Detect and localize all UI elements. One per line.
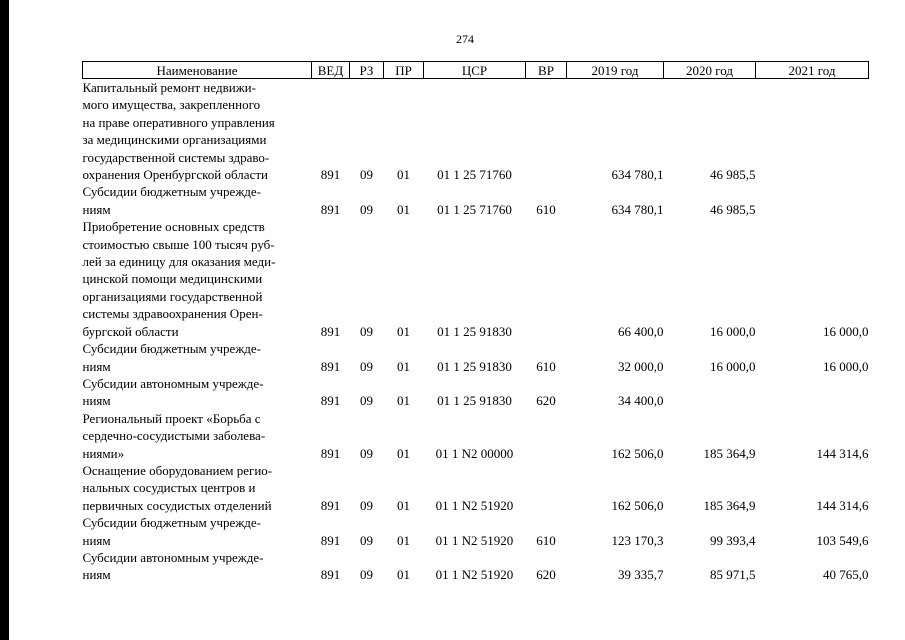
table-header-row (83, 62, 869, 79)
table-row (83, 410, 869, 462)
row-2020: 185 364,9 (703, 497, 756, 513)
row-2021 (756, 183, 869, 218)
row-ved: 891 (320, 358, 341, 374)
row-2021: 40 765,0 (823, 567, 869, 583)
row-vr: 620 (536, 567, 556, 583)
row-rz: 09 (360, 497, 373, 513)
row-2020: 16 000,0 (710, 323, 756, 339)
row-rz: 09 (360, 358, 373, 374)
header-name: Наименование (83, 62, 312, 79)
row-rz: 09 (360, 532, 373, 548)
row-2020: 46 985,5 (710, 201, 756, 217)
row-2020: 185 364,9 (703, 445, 756, 461)
row-vr: 610 (536, 532, 556, 548)
row-ved: 891 (320, 445, 341, 461)
row-2019: 634 780,1 (611, 167, 664, 183)
row-2021: 144 314,6 (816, 497, 869, 513)
header-2020: 2020 год (664, 62, 756, 79)
row-csr: 01 1 25 91830 (437, 393, 512, 409)
row-2020: 85 971,5 (710, 567, 756, 583)
table-row (83, 549, 869, 584)
row-csr: 01 1 25 71760 (437, 167, 512, 183)
row-pr: 01 (397, 393, 410, 409)
row-name: Субсидии бюджетным учрежде- ниям (82, 341, 262, 374)
row-2019: 39 335,7 (618, 567, 664, 583)
row-csr: 01 1 N2 00000 (435, 445, 514, 461)
row-rz: 09 (360, 567, 373, 583)
header-vr: ВР (526, 62, 567, 79)
header-pr: ПР (384, 62, 424, 79)
row-2020: 99 393,4 (710, 532, 756, 548)
row-name: Субсидии бюджетным учрежде- ниям (82, 184, 262, 217)
row-name: Капитальный ремонт недвижи- мого имущества, закрепленного на праве оперативного управления за медицинскими организациями государственной системы здраво- охранения Оренбургской области (82, 80, 275, 183)
row-name: Оснащение оборудованием регио- нальных сосудистых центров и первичных сосудистых отделений (82, 462, 273, 513)
row-pr: 01 (397, 358, 410, 374)
row-ved: 891 (320, 201, 341, 217)
row-ved: 891 (320, 567, 341, 583)
table-row (83, 218, 869, 340)
row-2021: 16 000,0 (823, 323, 869, 339)
row-vr (526, 410, 567, 462)
row-vr: 610 (536, 201, 556, 217)
budget-table (82, 61, 869, 584)
row-2019: 32 000,0 (618, 358, 664, 374)
row-rz: 09 (360, 393, 373, 409)
table-row (83, 514, 869, 549)
row-csr: 01 1 25 91830 (437, 323, 512, 339)
row-ved: 891 (320, 167, 341, 183)
row-pr: 01 (397, 201, 410, 217)
row-2020: 46 985,5 (710, 167, 756, 183)
row-csr: 01 1 25 91830 (437, 358, 512, 374)
header-rz: РЗ (350, 62, 384, 79)
row-csr: 01 1 N2 51920 (435, 497, 514, 513)
row-pr: 01 (397, 567, 410, 583)
row-2020: 16 000,0 (710, 358, 756, 374)
row-pr: 01 (397, 323, 410, 339)
row-rz: 09 (360, 445, 373, 461)
row-csr: 01 1 25 71760 (437, 201, 512, 217)
row-2019: 162 506,0 (611, 497, 664, 513)
row-name: Субсидии автономным учрежде- ниям (82, 549, 264, 583)
row-pr: 01 (397, 497, 410, 513)
row-2021: 144 314,6 (816, 445, 869, 461)
row-csr: 01 1 N2 51920 (435, 567, 514, 583)
row-ved: 891 (320, 393, 341, 409)
row-ved: 891 (320, 497, 341, 513)
header-ved: ВЕД (312, 62, 350, 79)
row-2020 (664, 375, 756, 410)
row-2019: 123 170,3 (611, 532, 664, 548)
row-2019: 66 400,0 (618, 323, 664, 339)
header-2021: 2021 год (756, 62, 869, 79)
header-2019: 2019 год (567, 62, 664, 79)
table-row (83, 340, 869, 375)
row-ved: 891 (320, 532, 341, 548)
row-vr (526, 79, 567, 184)
row-name: Субсидии автономным учрежде- ниям (82, 375, 264, 409)
row-2021 (756, 375, 869, 410)
row-2019: 34 400,0 (618, 393, 664, 409)
table-row (83, 79, 869, 184)
row-2021: 103 549,6 (816, 532, 869, 548)
row-2019: 634 780,1 (611, 201, 664, 217)
row-rz: 09 (360, 201, 373, 217)
page-number: 274 (456, 32, 474, 46)
table-row (83, 183, 869, 218)
row-name: Субсидии бюджетным учрежде- ниям (82, 515, 262, 548)
row-vr: 610 (536, 358, 556, 374)
table-row (83, 375, 869, 410)
header-csr: ЦСР (424, 62, 526, 79)
row-rz: 09 (360, 323, 373, 339)
row-vr: 620 (536, 393, 556, 409)
row-vr (526, 218, 567, 340)
row-name: Приобретение основных средств стоимостью свыше 100 тысяч руб- лей за единицу для оказания меди- цинской помощи медицинскими организациями государственной системы здравоохранения Орен- бургской области (82, 219, 276, 339)
row-name: Региональный проект «Борьба с сердечно-сосудистыми заболева- ниями» (82, 410, 266, 461)
page-left-edge (0, 0, 9, 640)
row-ved: 891 (320, 323, 341, 339)
row-rz: 09 (360, 167, 373, 183)
row-pr: 01 (397, 445, 410, 461)
row-pr: 01 (397, 532, 410, 548)
row-2019: 162 506,0 (611, 445, 664, 461)
row-vr (526, 462, 567, 514)
table-row (83, 462, 869, 514)
row-2021: 16 000,0 (823, 358, 869, 374)
row-2021 (756, 79, 869, 184)
row-pr: 01 (397, 167, 410, 183)
row-csr: 01 1 N2 51920 (435, 532, 514, 548)
